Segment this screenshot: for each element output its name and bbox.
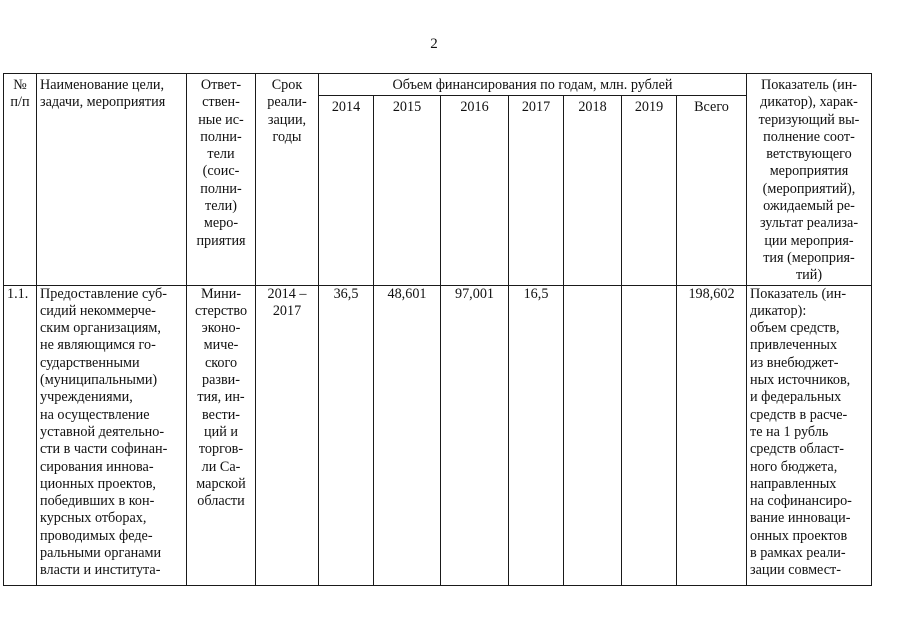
header-name: Наименование цели, задачи, мероприятия bbox=[37, 74, 187, 286]
row-value-2014: 36,5 bbox=[319, 285, 374, 585]
row-value-2016: 97,001 bbox=[441, 285, 509, 585]
header-term: Срок реали- зации, годы bbox=[256, 74, 319, 286]
row-name: Предоставление суб- сидий некоммерче- ским организациям, не являющимся го- сударственными (муниципальными) учреждениями, на осуществление уставной деятельно- сти в части софинан- сирования иннова- ционных проектов, победивших в кон- курсных отборах, проводимых феде- ральными органами власти и института- bbox=[37, 285, 187, 585]
header-year-total: Всего bbox=[677, 96, 747, 285]
row-value-total: 198,602 bbox=[677, 285, 747, 585]
header-year-2017: 2017 bbox=[509, 96, 564, 285]
header-indicator: Показатель (ин- дикатор), харак- теризующий вы- полнение соот- ветствующего мероприятия (мероприятий), ожидаемый ре- зультат реализа- ции мероприя- тия (мероприя- тий) bbox=[747, 74, 872, 286]
header-year-2016: 2016 bbox=[441, 96, 509, 285]
header-year-2019: 2019 bbox=[622, 96, 677, 285]
row-value-2015: 48,601 bbox=[374, 285, 441, 585]
header-row-top bbox=[4, 74, 872, 96]
header-year-2014: 2014 bbox=[319, 96, 374, 285]
row-term: 2014 – 2017 bbox=[256, 285, 319, 585]
header-num: № п/п bbox=[4, 74, 37, 286]
row-value-2018 bbox=[564, 285, 622, 585]
table-row bbox=[4, 285, 872, 585]
row-value-2017: 16,5 bbox=[509, 285, 564, 585]
row-value-2019 bbox=[622, 285, 677, 585]
funding-table bbox=[3, 73, 872, 586]
header-year-2015: 2015 bbox=[374, 96, 441, 285]
row-indicator: Показатель (ин- дикатор): объем средств, привлеченных из внебюджет- ных источников, и федеральных средств в расче- те на 1 рубль средств област- ного бюджета, направленных на софинансиро- вание инноваци- онных проектов в рамках реали- зации совмест- bbox=[747, 285, 872, 585]
row-num: 1.1. bbox=[4, 285, 37, 585]
header-executor: Ответ- ствен- ные ис- полни- тели (соис- полни- тели) меро- приятия bbox=[187, 74, 256, 286]
page-number: 2 bbox=[430, 36, 438, 52]
header-year-2018: 2018 bbox=[564, 96, 622, 285]
row-executor: Мини- стерство эконо- миче- ского разви- тия, ин- вести- ций и торгов- ли Са- марской области bbox=[187, 285, 256, 585]
header-funding-group: Объем финансирования по годам, млн. рублей bbox=[319, 74, 747, 96]
